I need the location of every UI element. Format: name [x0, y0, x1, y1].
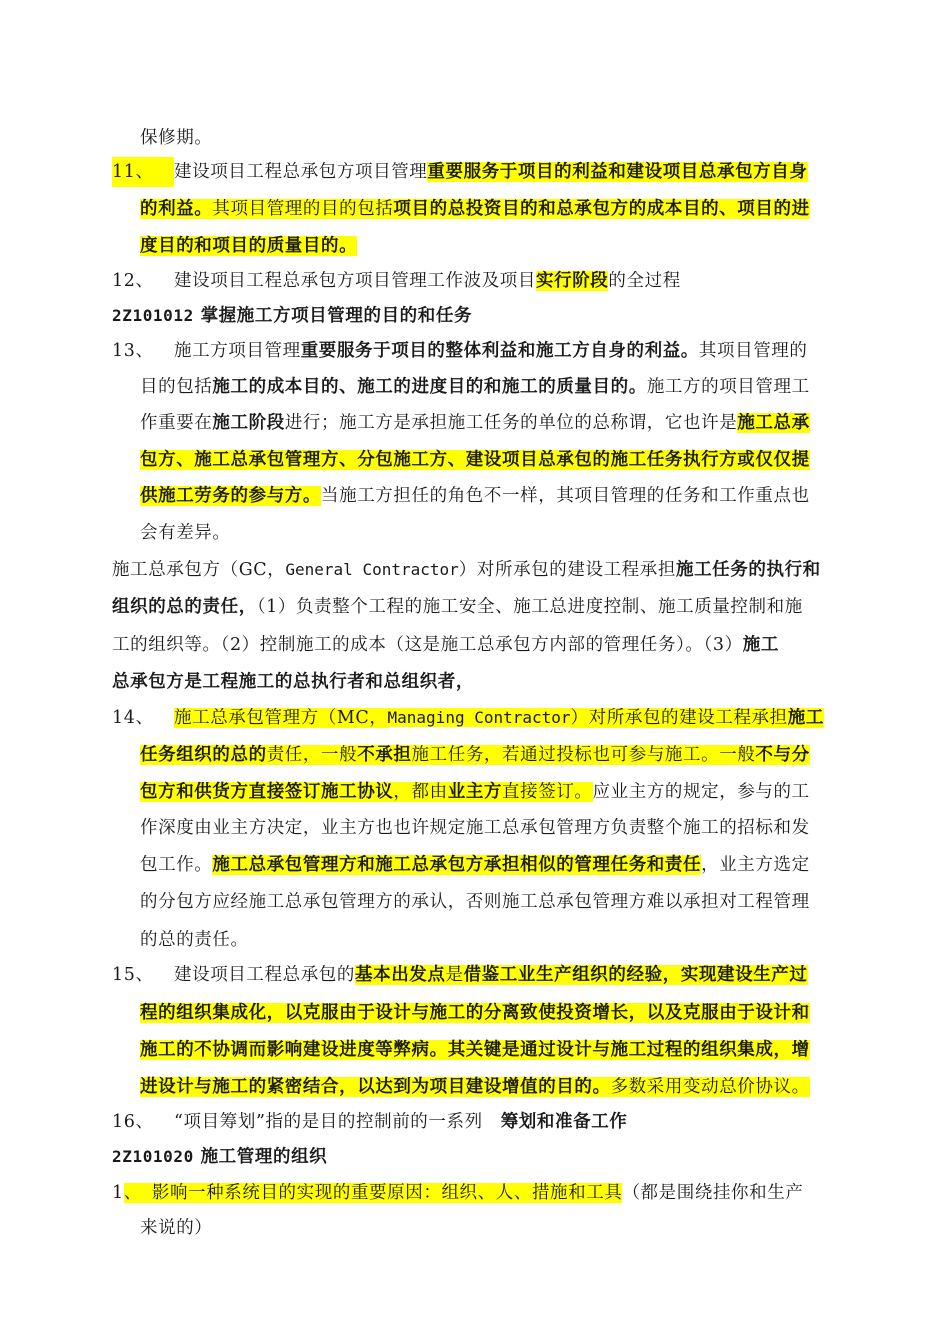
bold-text: 施工: [742, 635, 779, 655]
highlighted-text: 直接签订。: [502, 782, 593, 802]
bold-text: 总承包方是工程施工的总执行者和总组织者，: [112, 672, 474, 692]
text: 建设项目工程总承包方项目管理: [174, 162, 428, 182]
text: “项目筹划”指的是目的控制前的一系列: [174, 1112, 483, 1132]
text: 的全过程: [608, 271, 681, 291]
text: 目的包括: [140, 377, 213, 397]
highlighted-text: 项目的总投资目的和总承包方的成本目的、项目的进: [393, 199, 810, 219]
text: 其项目管理的: [698, 341, 808, 361]
highlighted-text: 程的组织集成化，以克服由于设计与施工的分离致使投资增长，以及克服由于设计和: [140, 1003, 810, 1023]
text: ，业主方选定: [701, 855, 810, 875]
paragraph-line: [140, 813, 810, 843]
highlighted-text: 不承担: [357, 745, 412, 765]
text: 进行；施工方是承担施工任务的单位的总称谓，它也许是: [284, 413, 738, 433]
paragraph-line: [140, 777, 810, 807]
text: 施工方项目管理: [174, 341, 301, 361]
paragraph-line: [140, 925, 249, 955]
highlighted-text: 进设计与施工的紧密结合，以达到为项目建设增值的目的。: [140, 1077, 611, 1097]
paragraph-line: [140, 1213, 212, 1243]
list-item-16: [112, 1107, 627, 1137]
highlighted-text: 施工的不协调而影响建设进度等弊病。其关键是通过设计与施工过程的组织集成，增: [140, 1040, 810, 1060]
item-number: 13、: [112, 341, 154, 361]
highlighted-text: 施工总承: [737, 413, 810, 433]
highlighted-text: ，都由: [393, 782, 448, 802]
text: 会有差异。: [140, 523, 231, 543]
highlighted-text: 供施工劳务的参与方。: [140, 486, 321, 506]
paragraph-line: [140, 1035, 810, 1065]
highlighted-text: 借鉴工业生产组织的经验，实现建设生产过: [463, 965, 808, 985]
highlighted-text: 任务组织的总的: [140, 745, 267, 765]
highlighted-text: 的利益。: [140, 199, 213, 219]
text: 建设项目工程总承包的: [174, 965, 355, 985]
highlighted-text: 基本出发点: [355, 965, 446, 985]
highlighted-text: 包方和供货方直接签订施工协议: [140, 782, 394, 802]
highlighted-text: 业主方: [447, 782, 503, 802]
paragraph-line: [140, 1072, 810, 1102]
text: （1）负责整个工程的施工安全、施工总进度控制、施工质量控制和施: [256, 597, 803, 617]
highlighted-text: 其项目管理的目的包括: [212, 199, 394, 219]
bold-text: 施工阶段: [212, 413, 285, 433]
text: 应业主方的规定，参与的工: [592, 782, 810, 802]
highlighted-text: Managing Contractor: [387, 708, 571, 727]
text: （都是围绕挂你和生产: [622, 1183, 804, 1203]
paragraph-line: [140, 481, 810, 511]
text: 建设项目工程总承包方项目管理工作波及项目: [174, 271, 536, 291]
list-item-12: [112, 266, 681, 296]
bold-text: 施工的成本目的、施工的进度目的和施工的质量目的。: [212, 377, 647, 397]
text: 施工方的项目管理工: [646, 377, 810, 397]
paragraph-line: [140, 740, 810, 770]
text: 作深度由业主方决定，业主方也也许规定施工总承包管理方负责整个施工的招标和发: [140, 818, 810, 838]
highlighted-text: 责任，一般: [266, 745, 358, 765]
list-item-14: [112, 703, 824, 733]
highlighted-text: 施工: [787, 708, 824, 728]
text: 来说的）: [140, 1218, 213, 1238]
bold-text: 重要服务于项目的整体利益和施工方自身的利益。: [300, 341, 699, 361]
item-number: 16、: [112, 1112, 154, 1132]
list-item-11: [112, 157, 808, 187]
list-item-13: [112, 336, 808, 366]
highlighted-text: ）对所承包的建设工程承担: [570, 708, 788, 728]
highlighted-text: 重要服务于项目的利益和建设项目总承包方自身: [427, 162, 808, 182]
text: 的总的责任。: [140, 930, 249, 950]
paragraph-line: [140, 887, 810, 917]
item-number: 11、: [112, 157, 174, 187]
text: 工的组织等。（2）控制施工的成本（这是施工总承包方内部的管理任务）。（3）: [112, 635, 743, 655]
highlighted-text: 不与分: [755, 745, 810, 765]
highlighted-text: 是: [445, 965, 464, 985]
text: 作重要在: [140, 413, 213, 433]
paragraph-line: [112, 667, 474, 697]
text: 施工总承包方（GC，: [112, 560, 286, 580]
text: ）对所承包的建设工程承担: [458, 560, 676, 580]
highlighted-text: 多数采用变动总价协议。: [610, 1077, 810, 1097]
text: 的分包方应经施工总承包管理方的承认，否则施工总承包管理方难以承担对工程管理: [140, 892, 810, 912]
paragraph-line: [112, 630, 779, 660]
bold-text: 组织的总的责任，: [112, 597, 257, 617]
section-code: 2Z101020: [112, 1147, 194, 1166]
paragraph-line: [140, 372, 810, 402]
item-number: 1: [112, 1183, 124, 1203]
paragraph-line: [140, 518, 231, 548]
paragraph-line: [140, 123, 212, 153]
highlighted-text: 包方、施工总承包管理方、分包施工方、建设项目总承包的施工任务执行方或仅仅提: [140, 450, 810, 470]
highlighted-text: 施工任务，若通过投标也可参与施工。一般: [411, 745, 756, 765]
paragraph-line: [140, 850, 810, 880]
paragraph-line: [140, 231, 357, 261]
section-code: 2Z101012: [112, 306, 194, 325]
section-heading: [112, 1142, 327, 1172]
paragraph-line: [140, 408, 810, 438]
paragraph-line: [112, 555, 821, 585]
item-number: 15、: [112, 965, 154, 985]
section-title: 施工管理的组织: [200, 1147, 328, 1167]
highlighted-text: 施工总承包管理方和施工总承包方承担相似的管理任务和责任: [212, 855, 702, 875]
paragraph-line: [140, 998, 810, 1028]
text: 当施工方担任的角色不一样，其项目管理的任务和工作重点也: [321, 486, 810, 506]
highlighted-text: 影响一种系统目的实现的重要原因：组织、人、措施和工具: [151, 1183, 623, 1203]
paragraph-line: [140, 194, 810, 224]
paragraph-line: [112, 592, 803, 622]
text: General Contractor: [285, 560, 459, 579]
bold-text: 筹划和准备工作: [500, 1112, 628, 1132]
list-item-15: [112, 960, 808, 990]
section-heading: [112, 301, 472, 331]
section-title: 掌握施工方项目管理的目的和任务: [200, 306, 473, 326]
highlighted-text: 实行阶段: [536, 271, 609, 291]
item-number: 14、: [112, 708, 154, 728]
list-item-1: [112, 1178, 803, 1208]
highlighted-text: 度目的和项目的质量目的。: [140, 236, 358, 256]
item-number: 12、: [112, 271, 154, 291]
text: 保修期。: [140, 128, 213, 148]
text: 包工作。: [140, 855, 213, 875]
paragraph-line: [140, 445, 810, 475]
bold-text: 施工任务的执行和: [675, 560, 821, 580]
highlighted-text: 、: [124, 1183, 152, 1203]
highlighted-text: 施工总承包管理方（MC，: [174, 708, 388, 728]
